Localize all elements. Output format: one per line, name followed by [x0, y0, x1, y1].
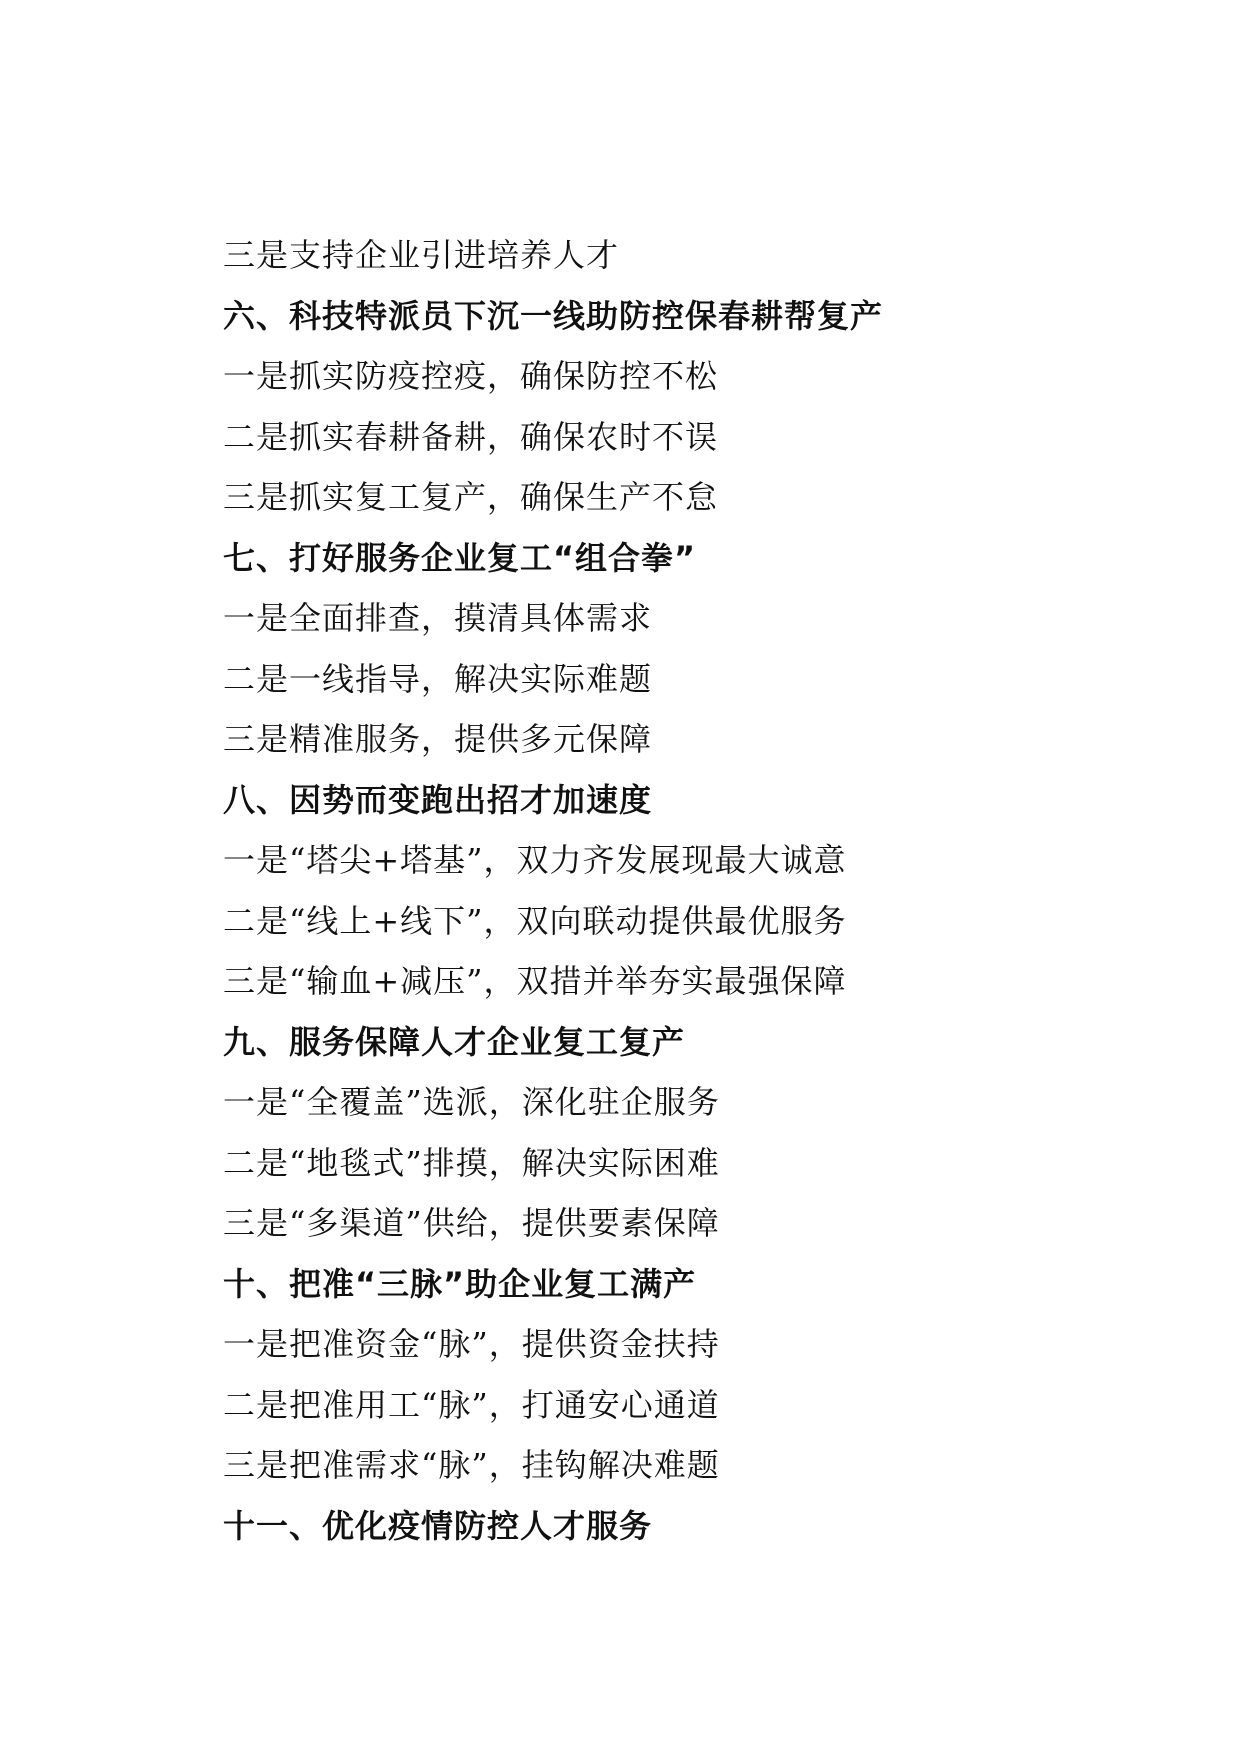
body-line: 三是“输血+减压”，双措并举夯实最强保障 — [223, 962, 847, 1000]
section-heading: 九、服务保障人才企业复工复产 — [223, 1022, 686, 1061]
body-line: 三是抓实复工复产，确保生产不怠 — [223, 478, 719, 516]
body-line: 一是“全覆盖”选派，深化驻企服务 — [223, 1083, 720, 1121]
section-heading: 十一、优化疫情防控人才服务 — [223, 1506, 653, 1545]
body-line: 三是把准需求“脉”，挂钩解决难题 — [223, 1446, 720, 1484]
section-heading: 六、科技特派员下沉一线助防控保春耕帮复产 — [223, 296, 884, 335]
body-line: 二是“地毯式”排摸，解决实际困难 — [223, 1143, 720, 1182]
body-line: 三是支持企业引进培养人才 — [223, 236, 620, 274]
body-line: 一是把准资金“脉”，提供资金扶持 — [223, 1325, 720, 1363]
body-line: 二是“线上+线下”，双向联动提供最优服务 — [223, 901, 847, 940]
body-line: 三是“多渠道”供给，提供要素保障 — [223, 1204, 720, 1242]
section-heading: 八、因势而变跑出招才加速度 — [223, 780, 653, 819]
body-line: 二是抓实春耕备耕，确保农时不误 — [223, 417, 719, 456]
body-line: 二是把准用工“脉”，打通安心通道 — [223, 1385, 720, 1424]
body-line: 三是精准服务，提供多元保障 — [223, 720, 653, 758]
section-heading: 七、打好服务企业复工“组合拳” — [223, 538, 697, 577]
body-line: 二是一线指导，解决实际难题 — [223, 659, 653, 698]
body-line: 一是抓实防疫控疫，确保防控不松 — [223, 357, 719, 395]
body-line: 一是全面排查，摸清具体需求 — [223, 599, 653, 637]
body-line: 一是“塔尖+塔基”，双力齐发展现最大诚意 — [223, 841, 847, 879]
document-body — [223, 225, 1183, 1556]
section-heading: 十、把准“三脉”助企业复工满产 — [223, 1264, 697, 1303]
